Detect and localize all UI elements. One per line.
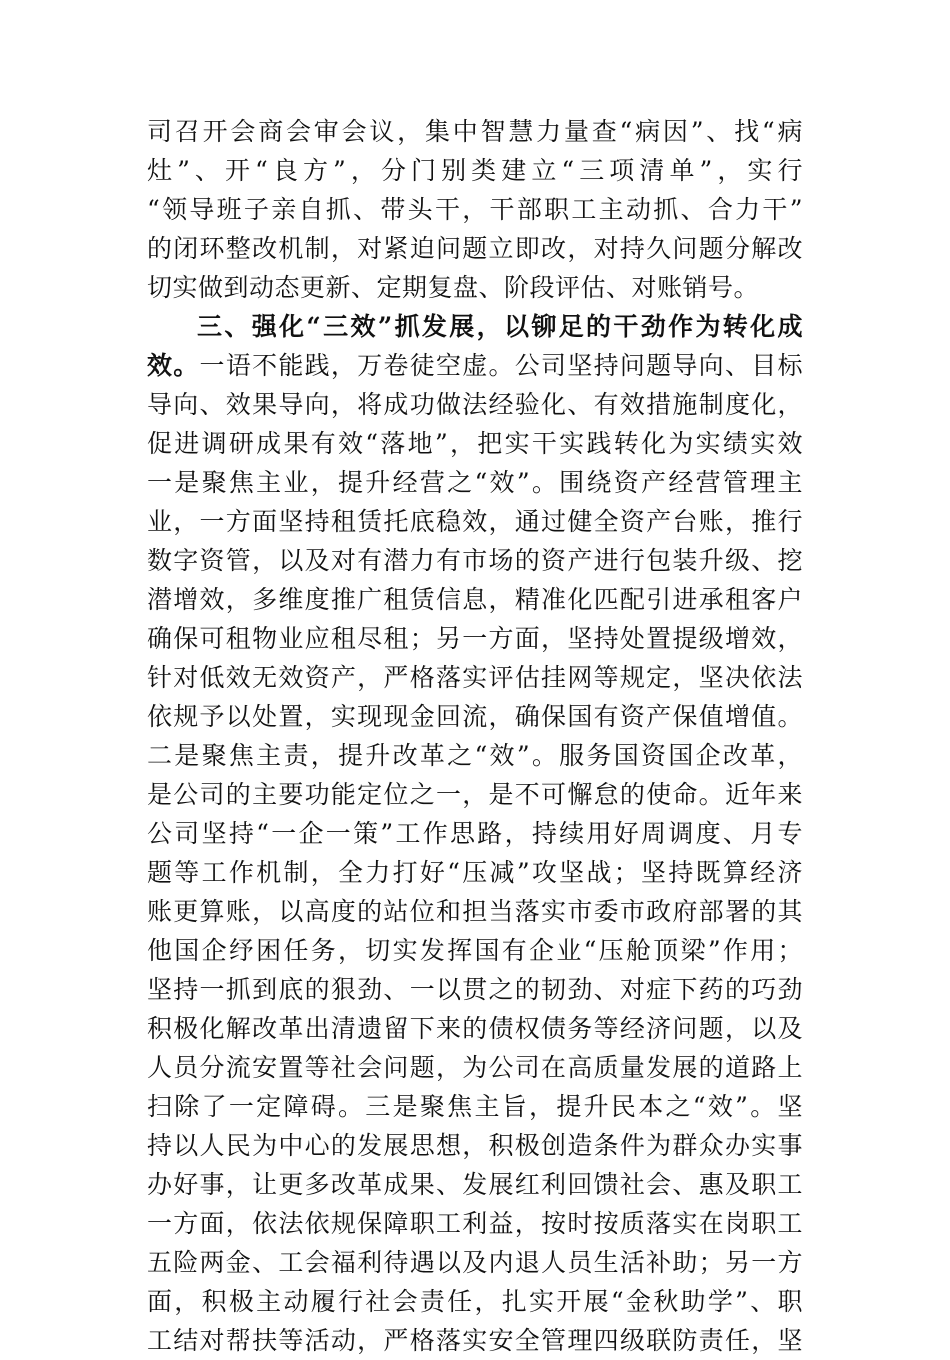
body-line: 一方面，依法依规保障职工利益，按时按质落实在岗职工 bbox=[147, 1209, 803, 1238]
body-line: 二是聚焦主责，提升改革之“效”。服务国资国企改革， bbox=[147, 741, 803, 770]
body-line: 促进调研成果有效“落地”，把实干实践转化为实绩实效 bbox=[147, 429, 803, 458]
body-line: 导向、效果导向，将成功做法经验化、有效措施制度化， bbox=[147, 390, 803, 419]
body-line: 切实做到动态更新、定期复盘、阶段评估、对账销号。 bbox=[147, 273, 760, 302]
body-line: 的闭环整改机制，对紧迫问题立即改，对持久问题分解改 bbox=[147, 234, 803, 263]
body-line: 数字资管，以及对有潜力有市场的资产进行包装升级、挖 bbox=[147, 546, 803, 575]
body-line: 是公司的主要功能定位之一，是不可懈怠的使命。近年来 bbox=[147, 780, 803, 809]
body-line: 公司坚持“一企一策”工作思路，持续用好周调度、月专 bbox=[147, 819, 803, 848]
body-line: 司召开会商会审会议，集中智慧力量查“病因”、找“病 bbox=[147, 117, 803, 146]
body-line: 账更算账，以高度的站位和担当落实市委市政府部署的其 bbox=[147, 897, 803, 926]
body-line: 针对低效无效资产，严格落实评估挂网等规定，坚决依法 bbox=[147, 663, 803, 692]
body-line: 业，一方面坚持租赁托底稳效，通过健全资产台账，推行 bbox=[147, 507, 803, 536]
body-line: 持以人民为中心的发展思想，积极创造条件为群众办实事 bbox=[147, 1131, 803, 1160]
body-line: 潜增效，多维度推广租赁信息，精准化匹配引进承租客户 bbox=[147, 585, 803, 614]
body-line: 确保可租物业应租尽租；另一方面，坚持处置提级增效， bbox=[147, 624, 803, 653]
body-line: 依规予以处置，实现现金回流，确保国有资产保值增值。 bbox=[147, 702, 803, 731]
body-line: 人员分流安置等社会问题，为公司在高质量发展的道路上 bbox=[147, 1053, 803, 1082]
section-heading-end: 效。 bbox=[147, 351, 200, 380]
body-line: 他国企纾困任务，切实发挥国有企业“压舱顶梁”作用； bbox=[147, 936, 803, 965]
body-line: 坚持一抓到底的狠劲、一以贯之的韧劲、对症下药的巧劲 bbox=[147, 975, 803, 1004]
section-heading: 三、强化“三效”抓发展，以铆足的干劲作为转化成 bbox=[197, 312, 803, 341]
body-line: 积极化解改革出清遗留下来的债权债务等经济问题，以及 bbox=[147, 1014, 803, 1043]
body-line: 题等工作机制，全力打好“压减”攻坚战；坚持既算经济 bbox=[147, 858, 803, 887]
body-line: 五险两金、工会福利待遇以及内退人员生活补助；另一方 bbox=[147, 1248, 803, 1277]
body-line: 灶”、开“良方”，分门别类建立“三项清单”，实行 bbox=[147, 156, 803, 185]
body-line: 办好事，让更多改革成果、发展红利回馈社会、惠及职工 bbox=[147, 1170, 803, 1199]
body-line: “领导班子亲自抓、带头干，干部职工主动抓、合力干” bbox=[147, 195, 803, 224]
document-body bbox=[147, 112, 803, 1360]
body-line: 一是聚焦主业，提升经营之“效”。围绕资产经营管理主 bbox=[147, 468, 803, 497]
body-line: 工结对帮扶等活动，严格落实安全管理四级联防责任，坚 bbox=[147, 1326, 803, 1355]
section-heading-continued bbox=[147, 346, 803, 385]
section-intro-text: 一语不能践，万卷徒空虚。公司坚持问题导向、目标 bbox=[199, 351, 803, 380]
body-line: 面，积极主动履行社会责任，扎实开展“金秋助学”、职 bbox=[147, 1287, 803, 1316]
body-line: 扫除了一定障碍。三是聚焦主旨，提升民本之“效”。坚 bbox=[147, 1092, 803, 1121]
